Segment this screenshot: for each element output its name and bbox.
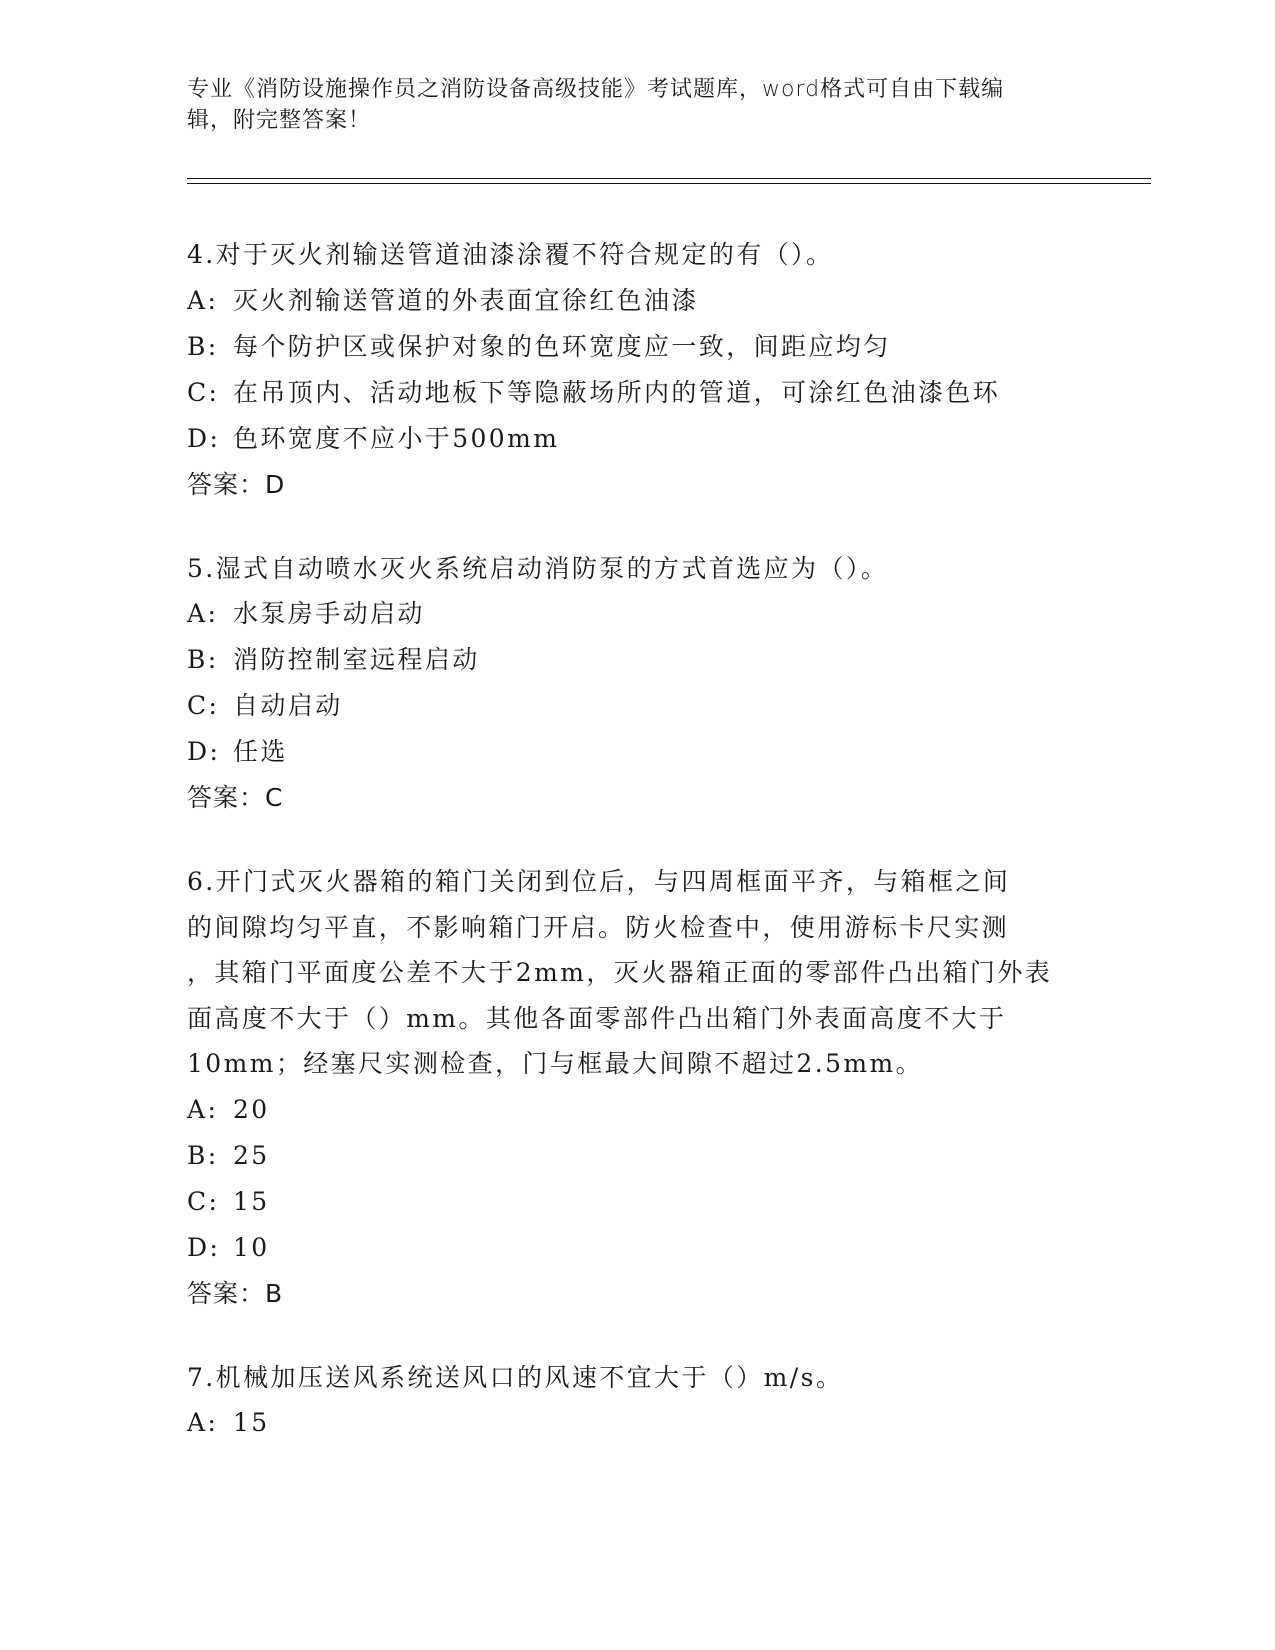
question-5	[187, 546, 1087, 822]
option-a	[187, 278, 1087, 324]
option-b	[187, 637, 1087, 683]
answer-label: 答案：B	[187, 1278, 284, 1308]
option-key: A:	[187, 1094, 219, 1124]
option-a	[187, 1087, 1087, 1133]
question-stem-line: 的间隙均匀平直，不影响箱门开启。防火检查中，使用游标卡尺实测	[187, 912, 1010, 942]
question-stem-line: 6.开门式灭火器箱的箱门关闭到位后，与四周框面平齐，与箱框之间	[187, 867, 1011, 896]
answer-label: 答案：C	[187, 783, 284, 812]
option-key: D:	[187, 1232, 221, 1262]
header-line-1: 专业《消防设施操作员之消防设备高级技能》考试题库，word格式可自由下载编	[187, 77, 1005, 102]
question-stem: 5.湿式自动喷水灭火系统启动消防泵的方式首选应为（）。	[187, 553, 889, 583]
question-stem-line: 面高度不大于（）mm。其他各面零部件凸出箱门外表面高度不大于	[187, 1003, 1007, 1033]
option-b	[187, 324, 1087, 370]
question-7	[187, 1355, 1087, 1447]
question-4	[187, 232, 1087, 508]
option-b	[187, 1133, 1087, 1179]
option-key: B:	[187, 1140, 219, 1170]
question-spacer	[187, 821, 1087, 859]
option-text: 25	[233, 1140, 270, 1170]
question-stem: 7.机械加压送风系统送风口的风速不宜大于（）m/s。	[187, 1362, 844, 1392]
option-text: 灭火剂输送管道的外表面宜徐红色油漆	[233, 285, 699, 315]
question-stem-line: 10mm；经塞尺实测检查，门与框最大间隙不超过2.5mm。	[187, 1049, 923, 1078]
option-text: 任选	[233, 737, 288, 766]
question-spacer	[187, 1317, 1087, 1355]
option-d	[187, 729, 1087, 775]
option-key: A:	[187, 599, 219, 628]
option-text: 15	[233, 1186, 270, 1216]
option-c	[187, 683, 1087, 729]
question-6	[187, 859, 1087, 1317]
document-header	[187, 74, 1087, 136]
question-spacer	[187, 508, 1087, 546]
option-a	[187, 1400, 1087, 1446]
option-key: C:	[187, 377, 220, 407]
option-key: C:	[187, 1186, 220, 1216]
option-key: A:	[187, 285, 219, 315]
header-divider-top	[187, 178, 1151, 179]
option-key: B:	[187, 331, 219, 361]
option-d	[187, 1225, 1087, 1271]
option-a	[187, 591, 1087, 637]
answer-label: 答案：D	[187, 469, 286, 499]
question-list	[187, 232, 1087, 1446]
option-text: 消防控制室远程启动	[233, 645, 480, 674]
option-text: 水泵房手动启动	[233, 599, 425, 628]
option-key: A:	[187, 1408, 219, 1437]
header-line-2: 辑，附完整答案！	[187, 108, 372, 133]
option-text: 自动启动	[233, 691, 343, 720]
option-text: 每个防护区或保护对象的色环宽度应一致，间距应均匀	[233, 331, 891, 361]
option-text: 15	[233, 1408, 270, 1437]
header-divider-bottom	[187, 183, 1151, 184]
option-key: C:	[187, 691, 220, 720]
option-d	[187, 416, 1087, 462]
option-text: 色环宽度不应小于500mm	[233, 423, 560, 453]
question-stem: 4.对于灭火剂输送管道油漆涂覆不符合规定的有（）。	[187, 240, 834, 269]
option-text: 10	[233, 1232, 270, 1262]
option-text: 在吊顶内、活动地板下等隐蔽场所内的管道，可涂红色油漆色环	[233, 377, 1001, 407]
option-text: 20	[233, 1094, 270, 1124]
option-c	[187, 1179, 1087, 1225]
option-key: D:	[187, 423, 221, 453]
option-c	[187, 370, 1087, 416]
option-key: B:	[187, 645, 219, 674]
option-key: D:	[187, 737, 221, 766]
question-stem-line: ，其箱门平面度公差不大于2mm，灭火器箱正面的零部件凸出箱门外表	[187, 958, 1053, 987]
